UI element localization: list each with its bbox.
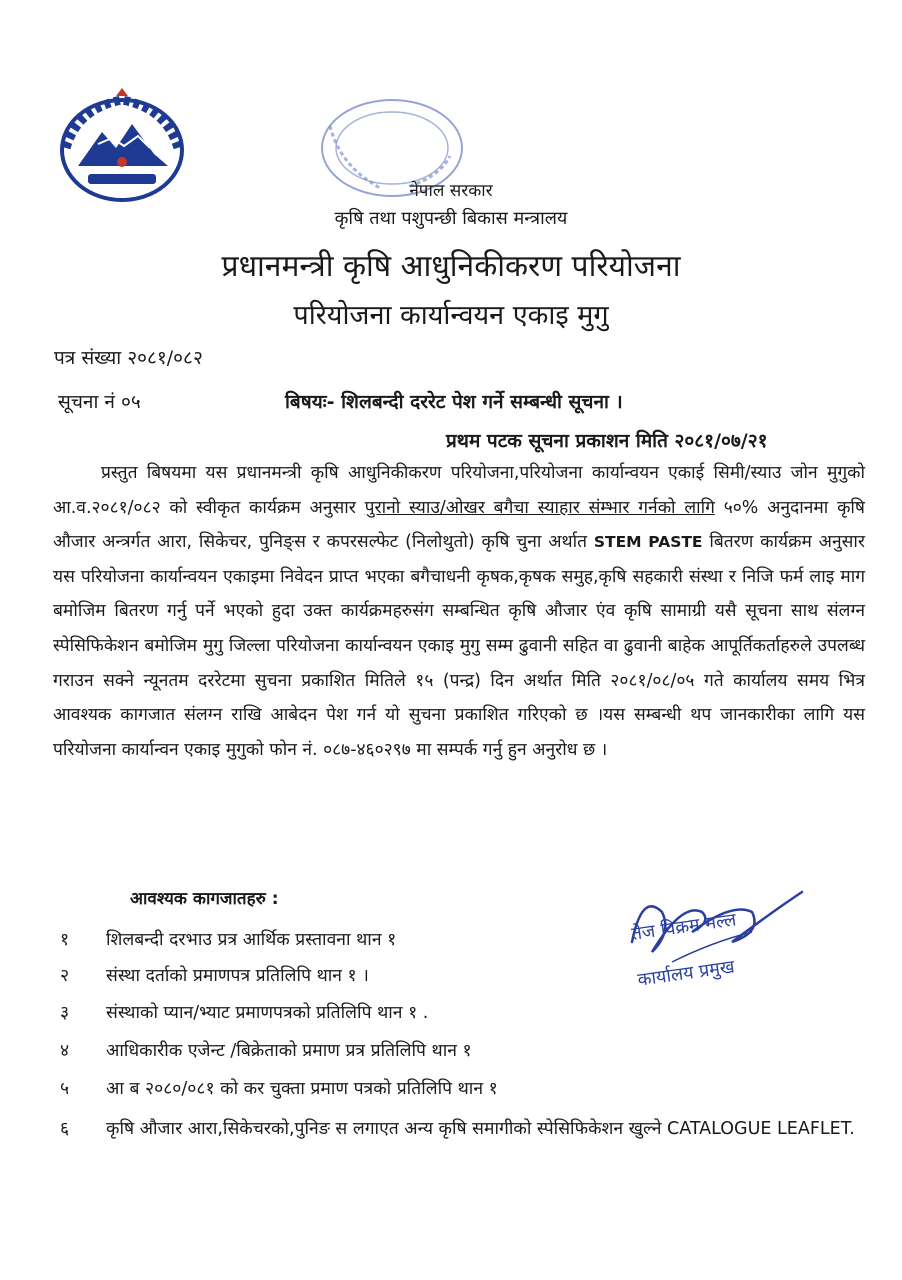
- unit-title: परियोजना कार्यान्वयन एकाइ मुगु: [293, 300, 609, 331]
- document-number: ३: [60, 1003, 70, 1023]
- signatory-name: तेज विक्रम मल्ल: [630, 909, 738, 945]
- publication-date: प्रथम पटक सूचना प्रकाशन मिति २०८१/०७/२१: [446, 430, 768, 452]
- signatory-title: कार्यालय प्रमुख: [636, 956, 736, 991]
- letter-number: पत्र संख्या २०८१/०८२: [54, 347, 203, 369]
- ministry-name: कृषि तथा पशुपन्छी बिकास मन्त्रालय: [334, 208, 568, 229]
- body-text-2: ५०% अनुदानमा कृषि औजार अन्त्रर्गत आरा, सिकेचर, पुनिङ्स र कपरसल्फेट (निलोथुतो) कृषि चुना अर्थात: [53, 497, 865, 553]
- notice-number: सूचना नं ०५: [58, 391, 141, 413]
- signature-icon: [612, 872, 822, 1022]
- body-text-bold: STEM PASTE: [593, 533, 703, 552]
- project-title: प्रधानमन्त्री कृषि आधुनिकीकरण परियोजना: [221, 249, 681, 284]
- document-item: [60, 1038, 472, 1062]
- required-documents-heading: आवश्यक कागजातहरु :: [130, 889, 279, 909]
- body-text-underlined: पुरानो स्याउ/ओखर बगैचा स्याहार संम्भार गर्नको लागि: [364, 497, 715, 518]
- notice-body: [53, 456, 865, 767]
- body-text-1: प्रस्तुत बिषयमा यस प्रधानमन्त्री कृषि आधुनिकीकरण परियोजना,परियोजना कार्यान्वयन एकाई सिमी/स्याउ जोन मुगुको आ.व.२०८१/०८२ को स्वीकृत कार्यक्रम अनुसार: [53, 463, 865, 518]
- document-item: [60, 927, 396, 951]
- document-item: [60, 1112, 860, 1146]
- document-item: [60, 1000, 428, 1024]
- document-text: आधिकारीक एजेन्ट /बिक्रेताको प्रमाण प्रत्र प्रतिलिपि थान १: [106, 1041, 472, 1061]
- document-text: संस्था दर्ताको प्रमाणपत्र प्रतिलिपि थान १ ।: [106, 966, 369, 986]
- document-item: [60, 1076, 498, 1100]
- government-name: नेपाल सरकार: [409, 181, 493, 201]
- document-number: ५: [60, 1079, 70, 1099]
- document-text: आ ब २०८०/०८१ को कर चुक्ता प्रमाण पत्रको प्रतिलिपि थान १: [106, 1079, 498, 1099]
- document-number: ६: [60, 1119, 70, 1139]
- document-number: ४: [60, 1041, 70, 1061]
- document-text: शिलबन्दी दरभाउ प्रत्र आर्थिक प्रस्तावना थान १: [106, 930, 397, 950]
- document-number: १: [60, 930, 70, 950]
- notice-subject: बिषयः- शिलबन्दी दररेट पेश गर्ने सम्बन्धी सूचना ।: [285, 391, 623, 413]
- document-text: संस्थाको प्यान/भ्याट प्रमाणपत्रको प्रतिलिपि थान १ .: [106, 1003, 429, 1023]
- document-text: कृषि औजार आरा,सिकेचरको,पुनिङ स लगाएत अन्य कृषि समागीको स्पेसिफिकेशन खुल्ने CATALOGUE LEAFLET.: [106, 1119, 855, 1139]
- body-text-3: बितरण कार्यक्रम अनुसार यस परियोजना कार्यान्वयन एकाइमा निवेदन प्राप्त भएका बगैचाधनी कृषक,कृषक समुह,कृषि सहकारी संस्था र निजि फर्म लाइ माग बमोजिम बितरण गर्नु पर्ने भएको हुदा उक्त कार्यक्रमहरुसंग सम्बन्धित कृषि औजार एंव कृषि सामाग्री यसै सूचना साथ संलग्न स्पेसिफिकेशन बमोजिम मुगु जिल्ला परियोजना कार्यान्वयन एकाइ मुगु सम्म ढुवानी सहित वा ढुवानी बाहेक आपूर्तिकर्ताहरुले उपलब्ध गराउन सक्ने न्यूनतम दररेटमा सुचना प्रकाशित मितिले १५ (पन्द्र) दिन अर्थात मिति २०८१/०८/०५ गते कार्यालय समय भित्र आवश्यक कागजात संलग्न राखि आबेदन पेश गर्न यो सुचना प्रकाशित गरिएको छ ।यस सम्बन्धी थप जानकारीका लागि यस परियोजना कार्यान्वन एकाइ मुगुको फोन नं. ०८७-४६०२९७ मा सम्पर्क गर्नु हुन अनुरोध छ ।: [53, 532, 865, 760]
- document-item: [60, 963, 369, 987]
- document-number: २: [60, 966, 70, 986]
